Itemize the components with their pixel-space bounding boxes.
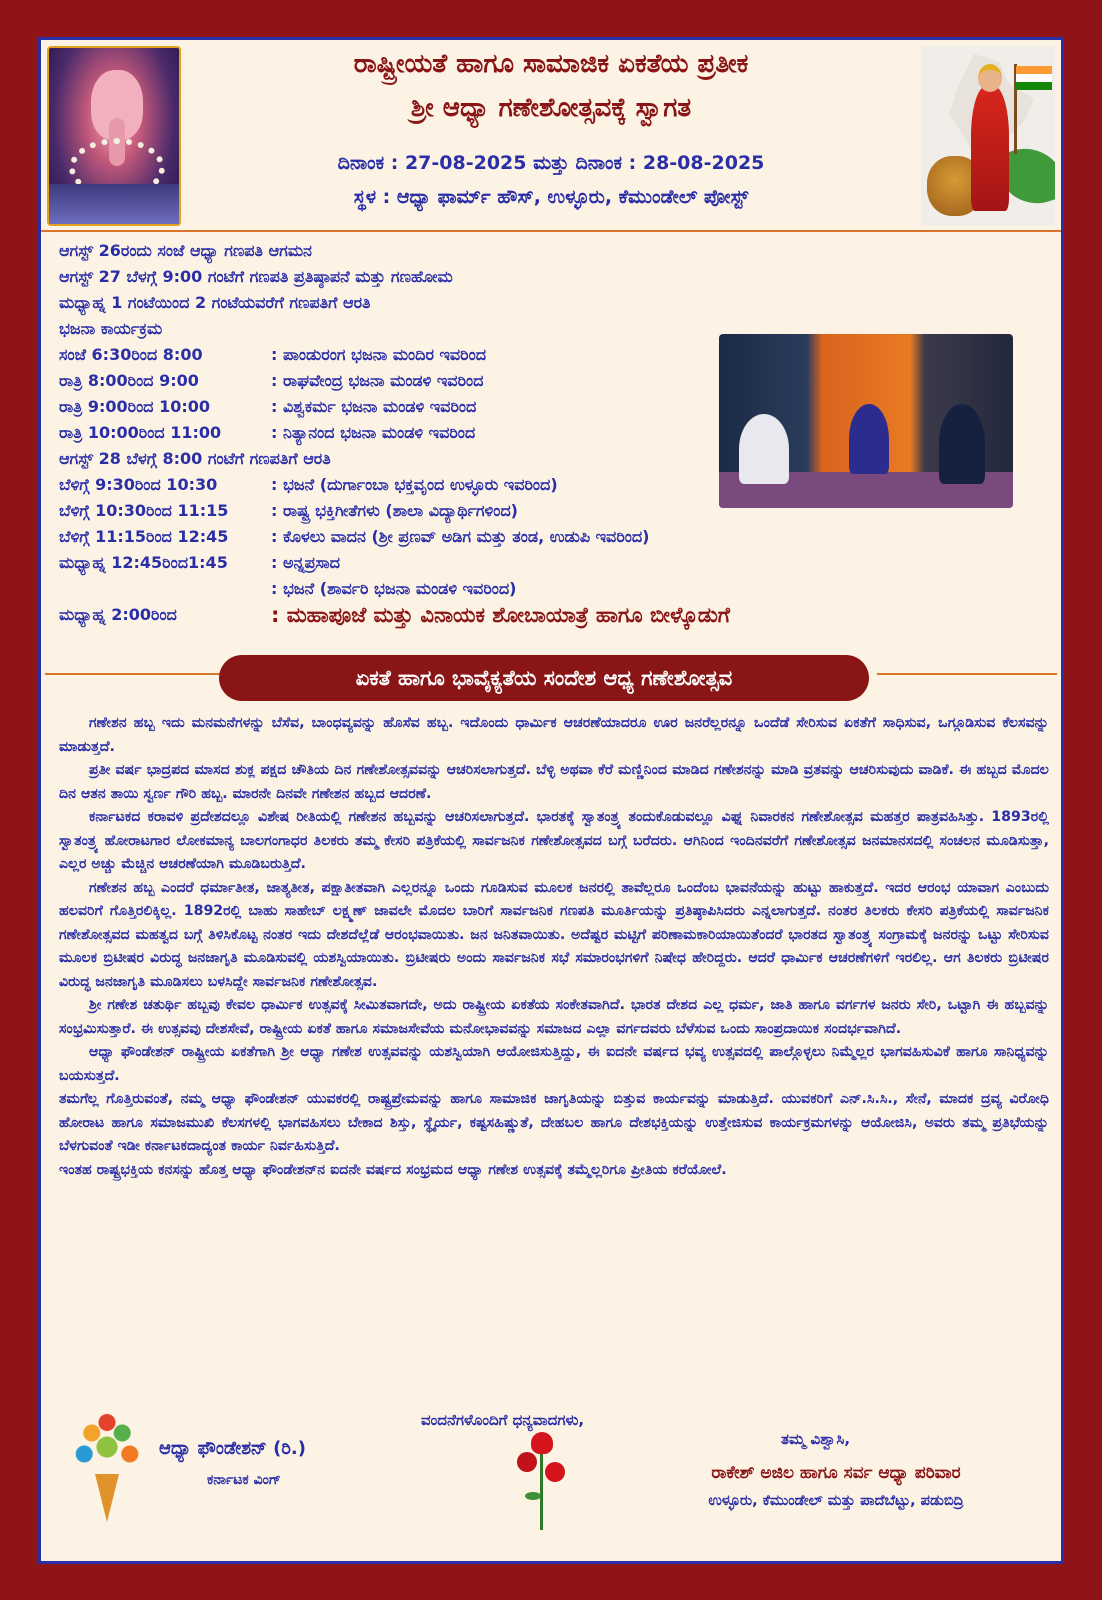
paragraph: ತಮಗೆಲ್ಲ ಗೊತ್ತಿರುವಂತೆ, ನಮ್ಮ ಆಧ್ಯಾ ಫೌಂಡೇಶನ್ ಯುವಕರಲ್ಲಿ ರಾಷ್ಟ್ರಪ್ರೇಮವನ್ನು ಹಾಗೂ ಸಾಮಾಜಿಕ ಜಾಗೃತಿಯನ್ನು ಬಿತ್ತುವ ಕಾರ್ಯವನ್ನು ಮಾಡುತ್ತಿದೆ. ಯುವಕರಿಗೆ ಎನ್.ಸಿ.ಸಿ., ಸೇನೆ, ಮಾದಕ ದ್ರವ್ಯ ವಿರೋಧಿ ಹೋರಾಟ ಹಾಗೂ ಸಮಾಜಮುಖಿ ಕೆಲಸಗಳಲ್ಲಿ ಭಾಗವಹಿಸಲು ಬೇಕಾದ ಶಿಸ್ತು, ಸ್ಥೈರ್ಯ, ಕಷ್ಟಸಹಿಷ್ಣುತೆ, ದೇಹಬಲ ಹಾಗೂ ದೇಶಭಕ್ತಿಯನ್ನು ಉತ್ತೇಜಿಸುವ ಕಾರ್ಯಕ್ರಮಗಳನ್ನು ಆಯೋಜಿಸಿ, ಅವರು ತಮ್ಮ ಪ್ರತಿಭೆಯನ್ನು ಬೆಳಗುವಂತೆ ಇಡೀ ಕರ್ನಾಟಕದಾದ್ಯಂತ ಕಾರ್ಯ ನಿರ್ವಹಿಸುತ್ತಿದೆ.	[59, 1091, 1049, 1154]
bharat-mata-image	[921, 46, 1055, 226]
foundation-wing: ಕರ್ನಾಟಕ ವಿಂಗ್	[207, 1472, 281, 1488]
header-divider	[41, 230, 1061, 232]
rose-icon	[517, 1432, 567, 1532]
foundation-name: ಆಧ್ಯಾ ಫೌಂಡೇಶನ್ (ರಿ.)	[159, 1438, 306, 1459]
paragraph: ಇಂತಹ ರಾಷ್ಟ್ರಭಕ್ತಿಯ ಕನಸನ್ನು ಹೊತ್ತ ಆಧ್ಯಾ ಫೌಂಡೇಶನ್‌ನ ಐದನೇ ವರ್ಷದ ಸಂಭ್ರಮದ ಆಧ್ಯಾ ಗಣೇಶ ಉತ್ಸವಕ್ಕೆ ತಮ್ಮೆಲ್ಲರಿಗೂ ಪ್ರೀತಿಯ ಕರೆಯೋಲೆ.	[59, 1161, 727, 1178]
event-venue: ಸ್ಥಳ : ಆಧ್ಯಾ ಫಾರ್ಮ್ ಹೌಸ್, ಉಳ್ಳೂರು, ಕೆಮುಂಡೇಲ್ ಪೋಸ್ಟ್	[353, 186, 749, 208]
banner-divider-left	[45, 673, 225, 675]
foundation-logo-icon	[69, 1412, 145, 1524]
title-line-2: ಶ್ರೀ ಆಧ್ಯಾ ಗಣೇಶೋತ್ಸವಕ್ಕೆ ಸ್ವಾಗತ	[410, 93, 692, 123]
invitation-card: ರಾಷ್ಟ್ರೀಯತೆ ಹಾಗೂ ಸಾಮಾಜಿಕ ಏಕತೆಯ ಪ್ರತೀಕ ಶ್ರೀ ಆಧ್ಯಾ ಗಣೇಶೋತ್ಸವಕ್ಕೆ ಸ್ವಾಗತ ದಿನಾಂಕ : 27-08-2025 ಮತ್ತು ದಿನಾಂಕ : 28-08-2025 ಸ್ಥಳ : ಆಧ್ಯಾ ಫಾರ್ಮ್ ಹೌಸ್, ಉಳ್ಳೂರು, ಕೆಮುಂಡೇಲ್ ಪೋಸ್ಟ್ ಆಗಸ್ಟ್ 26ರಂದು ಸಂಜೆ ಆಧ್ಯಾ ಗಣಪತಿ ಆಗಮನ ಆಗಸ್ಟ್ 27 ಬೆಳಗ್ಗೆ 9:00 ಗಂಟೆಗೆ ಗಣಪತಿ ಪ್ರತಿಷ್ಠಾಪನೆ ಮತ್ತು ಗಣಹೋಮ ಮಧ್ಯಾಹ್ನ 1 ಗಂಟೆಯಿಂದ 2 ಗಂಟೆಯವರೆಗೆ ಗಣಪತಿಗೆ ಆರತಿ ಭಜನಾ ಕಾರ್ಯಕ್ರಮ ಸಂಜೆ 6:30ರಿಂದ 8:00 : ಪಾಂಡುರಂಗ ಭಜನಾ ಮಂದಿರ ಇವರಿಂದ ರಾತ್ರಿ 8:00ರಿಂದ 9:00 : ರಾಘವೇಂದ್ರ ಭಜನಾ ಮಂಡಳಿ ಇವರಿಂದ ರಾತ್ರಿ 9:00ರಿಂದ 10:00 : ವಿಶ್ವಕರ್ಮ ಭಜನಾ ಮಂಡಳಿ ಇವರಿಂದ ರಾತ್ರಿ 10:00ರಿಂದ 11:00 : ನಿತ್ಯಾನಂದ ಭಜನಾ ಮಂಡಳಿ ಇವರಿಂದ ಆಗಸ್ಟ್ 28 ಬೆಳಗ್ಗೆ 8:00 ಗಂಟೆಗೆ ಗಣಪತಿಗೆ ಆರತಿ ಬೆಳಿಗ್ಗೆ 9:30ರಿಂದ 10:30 : ಭಜನೆ (ದುರ್ಗಾಂಬಾ ಭಕ್ತವೃಂದ ಉಳ್ಳೂರು ಇವರಿಂದ) ಬೆಳಿಗ್ಗೆ 10:30ರಿಂದ 11:15 : ರಾಷ್ಟ್ರ ಭಕ್ತಿಗೀತೆಗಳು (ಶಾಲಾ ವಿದ್ಯಾರ್ಥಿಗಳಿಂದ) ಬೆಳಿಗ್ಗೆ 11:15ರಿಂದ 12:45 : ಕೊಳಲು ವಾದನ (ಶ್ರೀ ಪ್ರಣವ್ ಅಡಿಗ ಮತ್ತು ತಂಡ, ಉಡುಪಿ ಇವರಿಂದ) ಮಧ್ಯಾಹ್ನ 12:45ರಿಂದ1:45 : ಅನ್ನಪ್ರಸಾದ : ಭಜನೆ (ಶಾರ್ವರಿ ಭಜನಾ ಮಂಡಳಿ ಇವರಿಂದ) ಮಧ್ಯಾಹ್ನ 2:00ರಿಂದ : ಮಹಾಪೂಜೆ ಮತ್ತು ವಿನಾಯಕ ಶೋಬಾಯಾತ್ರೆ ಹಾಗೂ ಬೀಳ್ಕೊಡುಗೆ ಏಕತೆ ಹಾಗೂ ಭಾವೈಕ್ಯತೆಯ ಸಂದೇಶ ಆಧ್ಯ ಗಣೇಶೋತ್ಸವ ಗಣೇಶನ ಹಬ್ಬ ಇದು ಮನಮನೆಗಳನ್ನು ಬೆಸೆವ, ಬಾಂಧವ್ಯವನ್ನು ಹೊಸೆವ ಹಬ್ಬ. ಇದೊಂದು ಧಾರ್ಮಿಕ ಆಚರಣೆಯಾದರೂ ಊರ ಜನರೆಲ್ಲರನ್ನೂ ಒಂದೆಡೆ ಸೇರಿಸುವ ಏಕತೆಗೆ ಸಾಧಿಸುವ, ಒಗ್ಗೂಡಿಸುವ ಕೆಲಸವನ್ನು ಮಾಡುತ್ತದೆ. ಪ್ರತೀ ವರ್ಷ ಭಾದ್ರಪದ ಮಾಸದ ಶುಕ್ಲ ಪಕ್ಷದ ಚೌತಿಯ ದಿನ ಗಣೇಶೋತ್ಸವವನ್ನು ಆಚರಿಸಲಾಗುತ್ತದೆ. ಬೆಳ್ಳಿ ಅಥವಾ ಕೆರೆ ಮಣ್ಣಿನಿಂದ ಮಾಡಿದ ಗಣೇಶನನ್ನು ಮಾಡಿ ವ್ರತವನ್ನು ಆಚರಿಸುವುದು ವಾಡಿಕೆ. ಈ ಹಬ್ಬದ ಮೊದಲ ದಿನ ಆತನ ತಾಯಿ ಸ್ವರ್ಣ ಗೌರಿ ಹಬ್ಬ. ಮಾರನೇ ದಿನವೇ ಗಣೇಶನ ಹಬ್ಬದ ಆದರಣೆ. ಕರ್ನಾಟಕದ ಕರಾವಳಿ ಪ್ರದೇಶದಲ್ಲೂ ವಿಶೇಷ ರೀತಿಯಲ್ಲಿ ಗಣೇಶನ ಹಬ್ಬವನ್ನು ಆಚರಿಸಲಾಗುತ್ತದೆ. ಭಾರತಕ್ಕೆ ಸ್ವಾತಂತ್ರ್ಯ ತಂದುಕೊಡುವಲ್ಲೂ ವಿಘ್ನ ನಿವಾರಕನ ಗಣೇಶೋತ್ಸವ ಮಹತ್ತರ ಪಾತ್ರವಹಿಸಿತ್ತು. 1893ರಲ್ಲಿ ಸ್ವಾತಂತ್ರ್ಯ ಹೋರಾಟಗಾರ ಲೋಕಮಾನ್ಯ ಬಾಲಗಂಗಾಧರ ತಿಲಕರು ತಮ್ಮ ಕೇಸರಿ ಪತ್ರಿಕೆಯಲ್ಲಿ ಸಾರ್ವಜನಿಕ ಗಣೇಶೋತ್ಸವದ ಬಗ್ಗೆ ಬರೆದರು. ಆಗಿನಿಂದ ಇಂದಿನವರೆಗೆ ಗಣೇಶೋತ್ಸವ ಜನಮಾನಸದಲ್ಲಿ ಸಂಚಲನ ಮೂಡಿಸುತ್ತಾ, ಎಲ್ಲರ ಅಚ್ಚು ಮೆಚ್ಚಿನ ಆಚರಣೆಯಾಗಿ ಮೂಡಿಬರುತ್ತಿದೆ. ಗಣೇಶನ ಹಬ್ಬ ಎಂದರೆ ಧರ್ಮಾತೀತ, ಜಾತ್ಯತೀತ, ಪಕ್ಷಾತೀತವಾಗಿ ಎಲ್ಲರನ್ನೂ ಒಂದು ಗೂಡಿಸುವ ಮೂಲಕ ಜನರಲ್ಲಿ ತಾವೆಲ್ಲರೂ ಒಂದೆಂಬ ಭಾವನೆಯನ್ನು ಹುಟ್ಟು ಹಾಕುತ್ತದೆ. ಇದರ ಆರಂಭ ಯಾವಾಗ ಎಂಬುದು ಹಲವರಿಗೆ ಗೊತ್ತಿರಲಿಕ್ಕಿಲ್ಲ. 1892ರಲ್ಲಿ ಬಾಹು ಸಾಹೇಬ್ ಲಕ್ಷ್ಮಣ್ ಜಾವಲೇ ಮೊದಲ ಬಾರಿಗೆ ಸಾರ್ವಜನಿಕ ಗಣಪತಿ ಮೂರ್ತಿಯನ್ನು ಪ್ರತಿಷ್ಠಾಪಿಸಿದರು ಎನ್ನಲಾಗುತ್ತದೆ. ನಂತರ ತಿಲಕರು ಕೇಸರಿ ಪತ್ರಿಕೆಯಲ್ಲಿ ಸಾರ್ವಜನಿಕ ಗಣೇಶೋತ್ಸವದ ಮಹತ್ವದ ಬಗ್ಗೆ ತಿಳಿಸಿಕೊಟ್ಟ ನಂತರ ಇದು ದೇಶದೆಲ್ಲೆಡೆ ಆರಂಭವಾಯಿತು. ಜನ ಜನಿತವಾಯಿತು. ಅದೆಷ್ಟರ ಮಟ್ಟಿಗೆ ಪರಿಣಾಮಕಾರಿಯಾಯಿತೆಂದರೆ ಭಾರತದ ಸ್ವಾತಂತ್ರ್ಯ ಸಂಗ್ರಾಮಕ್ಕೆ ಜನರನ್ನು ಒಟ್ಟು ಸೇರಿಸುವ ಮೂಲಕ ಬ್ರಿಟೀಷರ ವಿರುದ್ಧ ಜನಜಾಗೃತಿ ಮೂಡಿಸುವಲ್ಲಿ ಯಶಸ್ವಿಯಾಯಿತು. ಬ್ರಿಟೀಷರು ಅಂದು ಸಾರ್ವಜನಿಕ ಸಭೆ ಸಮಾರಂಭಗಳಿಗೆ ನಿಷೇಧ ಹೇರಿದ್ದರು. ಆದರೆ ಧಾರ್ಮಿಕ ಆಚರಣೆಗಳಿಗೆ ಇರಲಿಲ್ಲ. ಆಗ ತಿಲಕರು ಬ್ರಿಟೀಷರ ವಿರುದ್ಧ ಜನಜಾಗೃತಿ ಮೂಡಿಸಲು ಬಳಸಿದ್ದೇ ಸಾರ್ವಜನಿಕ ಗಣೇಶೋತ್ಸವ. ಶ್ರೀ ಗಣೇಶ ಚತುರ್ಥಿ ಹಬ್ಬವು ಕೇವಲ ಧಾರ್ಮಿಕ ಉತ್ಸವಕ್ಕೆ ಸೀಮಿತವಾಗದೇ, ಅದು ರಾಷ್ಟ್ರೀಯ ಏಕತೆಯ ಸಂಕೇತವಾಗಿದೆ. ಭಾರತ ದೇಶದ ಎಲ್ಲ ಧರ್ಮ, ಜಾತಿ ಹಾಗೂ ವರ್ಗಗಳ ಜನರು ಸೇರಿ, ಒಟ್ಟಾಗಿ ಈ ಹಬ್ಬವನ್ನು ಸಂಭ್ರಮಿಸುತ್ತಾರೆ. ಈ ಉತ್ಸವವು ದೇಶಸೇವೆ, ರಾಷ್ಟ್ರೀಯ ಏಕತೆ ಹಾಗೂ ಸಮಾಜಸೇವೆಯ ಮನೋಭಾವವನ್ನು ಸಮಾಜದ ಎಲ್ಲಾ ವರ್ಗದವರು ಬೆಳೆಸುವ ಒಂದು ಸಾಂಪ್ರದಾಯಿಕ ಸಂದರ್ಭವಾಗಿದೆ. ಆಧ್ಯಾ ಫೌಂಡೇಶನ್ ರಾಷ್ಟ್ರೀಯ ಏಕತೆಗಾಗಿ ಶ್ರೀ ಆಧ್ಯಾ ಗಣೇಶ ಉತ್ಸವವನ್ನು ಯಶಸ್ವಿಯಾಗಿ ಆಯೋಜಿಸುತ್ತಿದ್ದು, ಈ ಐದನೇ ವರ್ಷದ ಭವ್ಯ ಉತ್ಸವದಲ್ಲಿ ಪಾಲ್ಗೊಳ್ಳಲು ನಿಮ್ಮೆಲ್ಲರ ಭಾಗವಹಿಸುವಿಕೆ ಹಾಗೂ ಸಾನಿಧ್ಯವನ್ನು ಬಯಸುತ್ತದೆ. ತಮಗೆಲ್ಲ ಗೊತ್ತಿರುವಂತೆ, ನಮ್ಮ ಆಧ್ಯಾ ಫೌಂಡೇಶನ್ ಯುವಕರಲ್ಲಿ ರಾಷ್ಟ್ರಪ್ರೇಮವನ್ನು ಹಾಗೂ ಸಾಮಾಜಿಕ ಜಾಗೃತಿಯನ್ನು ಬಿತ್ತುವ ಕಾರ್ಯವನ್ನು ಮಾಡುತ್ತಿದೆ. ಯುವಕರಿಗೆ ಎನ್.ಸಿ.ಸಿ., ಸೇನೆ, ಮಾದಕ ದ್ರವ್ಯ ವಿರೋಧಿ ಹೋರಾಟ ಹಾಗೂ ಸಮಾಜಮುಖಿ ಕೆಲಸಗಳಲ್ಲಿ ಭಾಗವಹಿಸಲು ಬೇಕಾದ ಶಿಸ್ತು, ಸ್ಥೈರ್ಯ, ಕಷ್ಟಸಹಿಷ್ಣುತೆ, ದೇಹಬಲ ಹಾಗೂ ದೇಶಭಕ್ತಿಯನ್ನು ಉತ್ತೇಜಿಸುವ ಕಾರ್ಯಕ್ರಮಗಳನ್ನು ಆಯೋಜಿಸಿ, ಅವರು ತಮ್ಮ ಪ್ರತಿಭೆಯನ್ನು ಬೆಳಗುವಂತೆ ಇಡೀ ಕರ್ನಾಟಕದಾದ್ಯಂತ ಕಾರ್ಯ ನಿರ್ವಹಿಸುತ್ತಿದೆ. ಇಂತಹ ರಾಷ್ಟ್ರಭಕ್ತಿಯ ಕನಸನ್ನು ಹೊತ್ತ ಆಧ್ಯಾ ಫೌಂಡೇಶನ್‌ನ ಐದನೇ ವರ್ಷದ ಸಂಭ್ರಮದ ಆಧ್ಯಾ ಗಣೇಶ ಉತ್ಸವಕ್ಕೆ ತಮ್ಮೆಲ್ಲರಿಗೂ ಪ್ರೀತಿಯ ಕರೆಯೋಲೆ. ವಂದನೆಗಳೊಂದಿಗೆ ಧನ್ಯವಾದಗಳು, ತಮ್ಮ ವಿಶ್ವಾಸಿ, ರಾಕೇಶ್ ಅಜಿಲ ಹಾಗೂ ಸರ್ವ ಆಧ್ಯಾ ಪರಿವಾರ ಉಳ್ಳೂರು, ಕೆಮುಂಡೇಲ್ ಮತ್ತು ಪಾದೆಬೆಟ್ಟು, ಪಡುಬಿದ್ರಿ ಆಧ್ಯಾ ಫೌಂಡೇಶನ್ (ರಿ.) ಕರ್ನಾಟಕ ವಿಂಗ್	[38, 37, 1064, 1564]
paragraph: ಗಣೇಶನ ಹಬ್ಬ ಎಂದರೆ ಧರ್ಮಾತೀತ, ಜಾತ್ಯತೀತ, ಪಕ್ಷಾತೀತವಾಗಿ ಎಲ್ಲರನ್ನೂ ಒಂದು ಗೂಡಿಸುವ ಮೂಲಕ ಜನರಲ್ಲಿ ತಾವೆಲ್ಲರೂ ಒಂದೆಂಬ ಭಾವನೆಯನ್ನು ಹುಟ್ಟು ಹಾಕುತ್ತದೆ. ಇದರ ಆರಂಭ ಯಾವಾಗ ಎಂಬುದು ಹಲವರಿಗೆ ಗೊತ್ತಿರಲಿಕ್ಕಿಲ್ಲ. 1892ರಲ್ಲಿ ಬಾಹು ಸಾಹೇಬ್ ಲಕ್ಷ್ಮಣ್ ಜಾವಲೇ ಮೊದಲ ಬಾರಿಗೆ ಸಾರ್ವಜನಿಕ ಗಣಪತಿ ಮೂರ್ತಿಯನ್ನು ಪ್ರತಿಷ್ಠಾಪಿಸಿದರು ಎನ್ನಲಾಗುತ್ತದೆ. ನಂತರ ತಿಲಕರು ಕೇಸರಿ ಪತ್ರಿಕೆಯಲ್ಲಿ ಸಾರ್ವಜನಿಕ ಗಣೇಶೋತ್ಸವದ ಮಹತ್ವದ ಬಗ್ಗೆ ತಿಳಿಸಿಕೊಟ್ಟ ನಂತರ ಇದು ದೇಶದೆಲ್ಲೆಡೆ ಆರಂಭವಾಯಿತು. ಜನ ಜನಿತವಾಯಿತು. ಅದೆಷ್ಟರ ಮಟ್ಟಿಗೆ ಪರಿಣಾಮಕಾರಿಯಾಯಿತೆಂದರೆ ಭಾರತದ ಸ್ವಾತಂತ್ರ್ಯ ಸಂಗ್ರಾಮಕ್ಕೆ ಜನರನ್ನು ಒಟ್ಟು ಸೇರಿಸುವ ಮೂಲಕ ಬ್ರಿಟೀಷರ ವಿರುದ್ಧ ಜನಜಾಗೃತಿ ಮೂಡಿಸುವಲ್ಲಿ ಯಶಸ್ವಿಯಾಯಿತು. ಬ್ರಿಟೀಷರು ಅಂದು ಸಾರ್ವಜನಿಕ ಸಭೆ ಸಮಾರಂಭಗಳಿಗೆ ನಿಷೇಧ ಹೇರಿದ್ದರು. ಆದರೆ ಧಾರ್ಮಿಕ ಆಚರಣೆಗಳಿಗೆ ಇರಲಿಲ್ಲ. ಆಗ ತಿಲಕರು ಬ್ರಿಟೀಷರ ವಿರುದ್ಧ ಜನಜಾಗೃತಿ ಮೂಡಿಸಲು ಬಳಸಿದ್ದೇ ಸಾರ್ವಜನಿಕ ಗಣೇಶೋತ್ಸವ.	[59, 879, 1049, 990]
paragraph: ಶ್ರೀ ಗಣೇಶ ಚತುರ್ಥಿ ಹಬ್ಬವು ಕೇವಲ ಧಾರ್ಮಿಕ ಉತ್ಸವಕ್ಕೆ ಸೀಮಿತವಾಗದೇ, ಅದು ರಾಷ್ಟ್ರೀಯ ಏಕತೆಯ ಸಂಕೇತವಾಗಿದೆ. ಭಾರತ ದೇಶದ ಎಲ್ಲ ಧರ್ಮ, ಜಾತಿ ಹಾಗೂ ವರ್ಗಗಳ ಜನರು ಸೇರಿ, ಒಟ್ಟಾಗಿ ಈ ಹಬ್ಬವನ್ನು ಸಂಭ್ರಮಿಸುತ್ತಾರೆ. ಈ ಉತ್ಸವವು ದೇಶಸೇವೆ, ರಾಷ್ಟ್ರೀಯ ಏಕತೆ ಹಾಗೂ ಸಮಾಜಸೇವೆಯ ಮನೋಭಾವವನ್ನು ಸಮಾಜದ ಎಲ್ಲಾ ವರ್ಗದವರು ಬೆಳೆಸುವ ಒಂದು ಸಾಂಪ್ರದಾಯಿಕ ಸಂದರ್ಭವಾಗಿದೆ.	[59, 997, 1049, 1037]
closing-yours: ತಮ್ಮ ವಿಶ್ವಾಸಿ,	[781, 1430, 851, 1448]
message-banner: ಏಕತೆ ಹಾಗೂ ಭಾವೈಕ್ಯತೆಯ ಸಂದೇಶ ಆಧ್ಯ ಗಣೇಶೋತ್ಸವ	[219, 655, 869, 701]
paragraph: ಆಧ್ಯಾ ಫೌಂಡೇಶನ್ ರಾಷ್ಟ್ರೀಯ ಏಕತೆಗಾಗಿ ಶ್ರೀ ಆಧ್ಯಾ ಗಣೇಶ ಉತ್ಸವವನ್ನು ಯಶಸ್ವಿಯಾಗಿ ಆಯೋಜಿಸುತ್ತಿದ್ದು, ಈ ಐದನೇ ವರ್ಷದ ಭವ್ಯ ಉತ್ಸವದಲ್ಲಿ ಪಾಲ್ಗೊಳ್ಳಲು ನಿಮ್ಮೆಲ್ಲರ ಭಾಗವಹಿಸುವಿಕೆ ಹಾಗೂ ಸಾನಿಧ್ಯವನ್ನು ಬಯಸುತ್ತದೆ.	[59, 1044, 1049, 1084]
paragraph: ಕರ್ನಾಟಕದ ಕರಾವಳಿ ಪ್ರದೇಶದಲ್ಲೂ ವಿಶೇಷ ರೀತಿಯಲ್ಲಿ ಗಣೇಶನ ಹಬ್ಬವನ್ನು ಆಚರಿಸಲಾಗುತ್ತದೆ. ಭಾರತಕ್ಕೆ ಸ್ವಾತಂತ್ರ್ಯ ತಂದುಕೊಡುವಲ್ಲೂ ವಿಘ್ನ ನಿವಾರಕನ ಗಣೇಶೋತ್ಸವ ಮಹತ್ತರ ಪಾತ್ರವಹಿಸಿತ್ತು. 1893ರಲ್ಲಿ ಸ್ವಾತಂತ್ರ್ಯ ಹೋರಾಟಗಾರ ಲೋಕಮಾನ್ಯ ಬಾಲಗಂಗಾಧರ ತಿಲಕರು ತಮ್ಮ ಕೇಸರಿ ಪತ್ರಿಕೆಯಲ್ಲಿ ಸಾರ್ವಜನಿಕ ಗಣೇಶೋತ್ಸವದ ಬಗ್ಗೆ ಬರೆದರು. ಆಗಿನಿಂದ ಇಂದಿನವರೆಗೆ ಗಣೇಶೋತ್ಸವ ಜನಮಾನಸದಲ್ಲಿ ಸಂಚಲನ ಮೂಡಿಸುತ್ತಾ, ಎಲ್ಲರ ಅಚ್ಚು ಮೆಚ್ಚಿನ ಆಚರಣೆಯಾಗಿ ಮೂಡಿಬರುತ್ತಿದೆ.	[59, 809, 1049, 872]
paragraph: ಗಣೇಶನ ಹಬ್ಬ ಇದು ಮನಮನೆಗಳನ್ನು ಬೆಸೆವ, ಬಾಂಧವ್ಯವನ್ನು ಹೊಸೆವ ಹಬ್ಬ. ಇದೊಂದು ಧಾರ್ಮಿಕ ಆಚರಣೆಯಾದರೂ ಊರ ಜನರೆಲ್ಲರನ್ನೂ ಒಂದೆಡೆ ಸೇರಿಸುವ ಏಕತೆಗೆ ಸಾಧಿಸುವ, ಒಗ್ಗೂಡಿಸುವ ಕೆಲಸವನ್ನು ಮಾಡುತ್ತದೆ.	[59, 715, 1049, 755]
event-dates: ದಿನಾಂಕ : 27-08-2025 ಮತ್ತು ದಿನಾಂಕ : 28-08-2025	[337, 152, 765, 174]
ganesha-idol-photo	[47, 46, 181, 226]
banner-divider-right	[877, 673, 1057, 675]
signatory-name: ರಾಕೇಶ್ ಅಜಿಲ ಹಾಗೂ ಸರ್ವ ಆಧ್ಯಾ ಪರಿವಾರ	[711, 1463, 961, 1483]
closing-thanks: ವಂದನೆಗಳೊಂದಿಗೆ ಧನ್ಯವಾದಗಳು,	[421, 1411, 585, 1429]
title-line-1: ರಾಷ್ಟ್ರೀಯತೆ ಹಾಗೂ ಸಾಮಾಜಿಕ ಏಕತೆಯ ಪ್ರತೀಕ	[353, 49, 749, 79]
signatory-place: ಉಳ್ಳೂರು, ಕೆಮುಂಡೇಲ್ ಮತ್ತು ಪಾದೆಬೆಟ್ಟು, ಪಡುಬಿದ್ರಿ	[708, 1493, 964, 1509]
paragraph: ಪ್ರತೀ ವರ್ಷ ಭಾದ್ರಪದ ಮಾಸದ ಶುಕ್ಲ ಪಕ್ಷದ ಚೌತಿಯ ದಿನ ಗಣೇಶೋತ್ಸವವನ್ನು ಆಚರಿಸಲಾಗುತ್ತದೆ. ಬೆಳ್ಳಿ ಅಥವಾ ಕೆರೆ ಮಣ್ಣಿನಿಂದ ಮಾಡಿದ ಗಣೇಶನನ್ನು ಮಾಡಿ ವ್ರತವನ್ನು ಆಚರಿಸುವುದು ವಾಡಿಕೆ. ಈ ಹಬ್ಬದ ಮೊದಲ ದಿನ ಆತನ ತಾಯಿ ಸ್ವರ್ಣ ಗೌರಿ ಹಬ್ಬ. ಮಾರನೇ ದಿನವೇ ಗಣೇಶನ ಹಬ್ಬದ ಆದರಣೆ.	[59, 762, 1049, 802]
message-body	[59, 712, 1049, 1182]
musicians-photo	[719, 334, 1013, 508]
